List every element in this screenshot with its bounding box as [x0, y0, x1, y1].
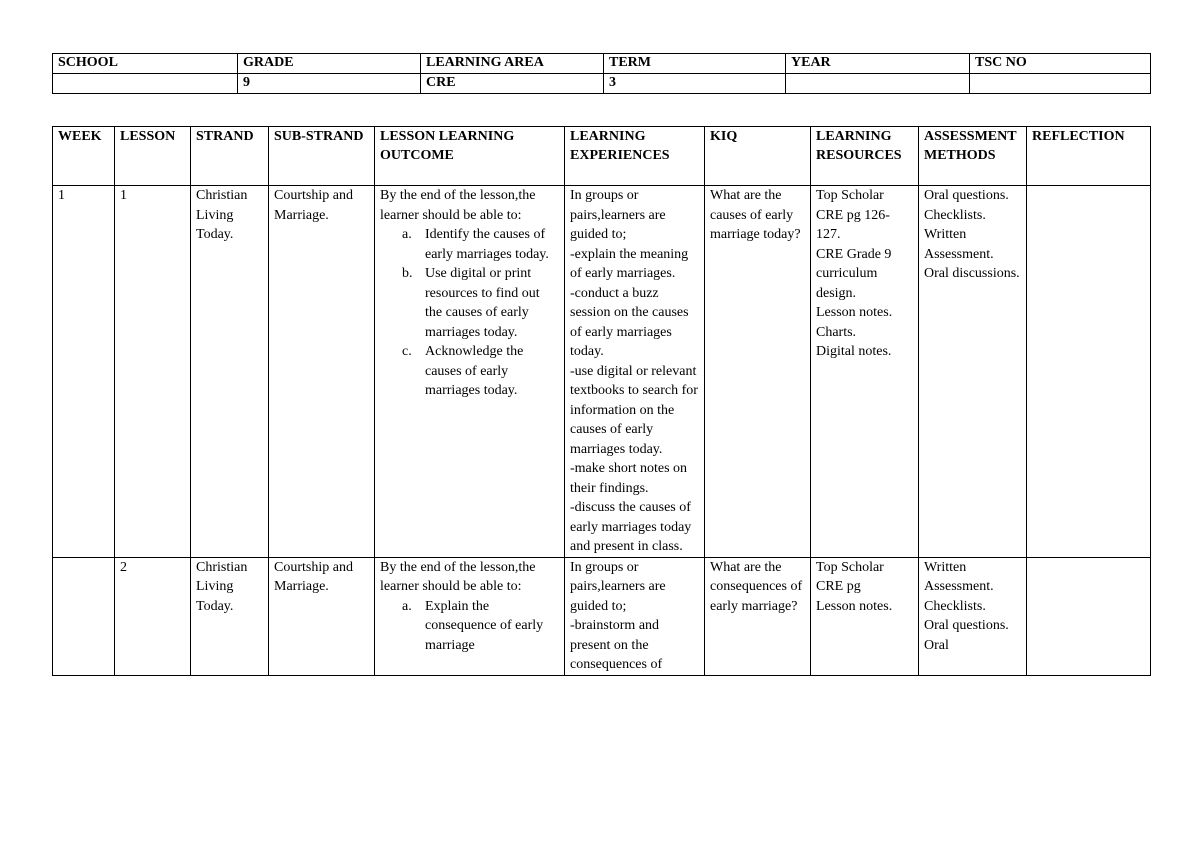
outcome-item: Acknowledge the causes of early marriages today.: [425, 344, 524, 398]
sub-strand-cell: Courtship and Marriage.: [269, 557, 375, 675]
column-header-reflection: REFLECTION: [1027, 127, 1151, 186]
sub-strand-cell: Courtship and Marriage.: [269, 186, 375, 558]
assessment-methods-cell: Written Assessment. Checklists. Oral questions. Oral: [919, 557, 1027, 675]
learning-experiences-cell: In groups or pairs,learners are guided to; -explain the meaning of early marriages. -conduct a buzz session on the causes of early marriages today. -use digital or relevant textbooks to search for information on the causes of early marriages today. -make short notes on their findings. -discuss the causes of early marriages today and present in class.: [565, 186, 705, 558]
column-header-sub-strand: SUB-STRAND: [269, 127, 375, 186]
column-header-strand: STRAND: [191, 127, 269, 186]
learning-outcome-cell: [375, 186, 565, 558]
outcome-list: [380, 225, 559, 401]
lesson-cell: 2: [115, 557, 191, 675]
lesson-cell: 1: [115, 186, 191, 558]
strand-cell: Christian Living Today.: [191, 557, 269, 675]
outcome-intro: By the end of the lesson,the learner should be able to:: [380, 559, 536, 594]
column-header-week: WEEK: [53, 127, 115, 186]
header-label-tsc-no: TSC NO: [970, 54, 1151, 74]
column-header-lesson: LESSON: [115, 127, 191, 186]
header-label-year: YEAR: [786, 54, 970, 74]
header-value-grade: 9: [238, 74, 421, 94]
column-header-assessment-methods: ASSESSMENT METHODS: [919, 127, 1027, 186]
header-value-learning-area: CRE: [421, 74, 604, 94]
outcome-item: Use digital or print resources to find out the causes of early marriages today.: [425, 266, 540, 340]
week-cell: [53, 557, 115, 675]
outcome-list: [380, 597, 559, 656]
header-label-term: TERM: [604, 54, 786, 74]
week-cell: 1: [53, 186, 115, 558]
learning-resources-cell: Top Scholar CRE pg Lesson notes.: [811, 557, 919, 675]
outcome-item: Identify the causes of early marriages today.: [425, 227, 549, 262]
header-label-grade: GRADE: [238, 54, 421, 74]
header-value-term: 3: [604, 74, 786, 94]
header-label-school: SCHOOL: [53, 54, 238, 74]
table-row: [53, 186, 1151, 558]
kiq-cell: What are the consequences of early marriage?: [705, 557, 811, 675]
header-value-year: [786, 74, 970, 94]
column-header-learning-outcome: LESSON LEARNING OUTCOME: [375, 127, 565, 186]
header-info-table: [52, 53, 1151, 94]
column-header-kiq: KIQ: [705, 127, 811, 186]
table-row: [53, 557, 1151, 675]
outcome-item: Explain the consequence of early marriage: [425, 598, 544, 653]
header-value-school: [53, 74, 238, 94]
column-header-learning-experiences: LEARNING EXPERIENCES: [565, 127, 705, 186]
reflection-cell: [1027, 557, 1151, 675]
header-label-learning-area: LEARNING AREA: [421, 54, 604, 74]
column-header-row: [53, 127, 1151, 186]
reflection-cell: [1027, 186, 1151, 558]
learning-resources-cell: Top Scholar CRE pg 126-127. CRE Grade 9 curriculum design. Lesson notes. Charts. Digital notes.: [811, 186, 919, 558]
learning-experiences-cell: In groups or pairs,learners are guided to; -brainstorm and present on the consequences of: [565, 557, 705, 675]
outcome-intro: By the end of the lesson,the learner should be able to:: [380, 188, 536, 223]
kiq-cell: What are the causes of early marriage today?: [705, 186, 811, 558]
assessment-methods-cell: Oral questions. Checklists. Written Assessment. Oral discussions.: [919, 186, 1027, 558]
header-value-row: [53, 74, 1151, 94]
scheme-of-work-table: [52, 126, 1151, 676]
strand-cell: Christian Living Today.: [191, 186, 269, 558]
header-label-row: [53, 54, 1151, 74]
column-header-learning-resources: LEARNING RESOURCES: [811, 127, 919, 186]
learning-outcome-cell: [375, 557, 565, 675]
header-value-tsc-no: [970, 74, 1151, 94]
